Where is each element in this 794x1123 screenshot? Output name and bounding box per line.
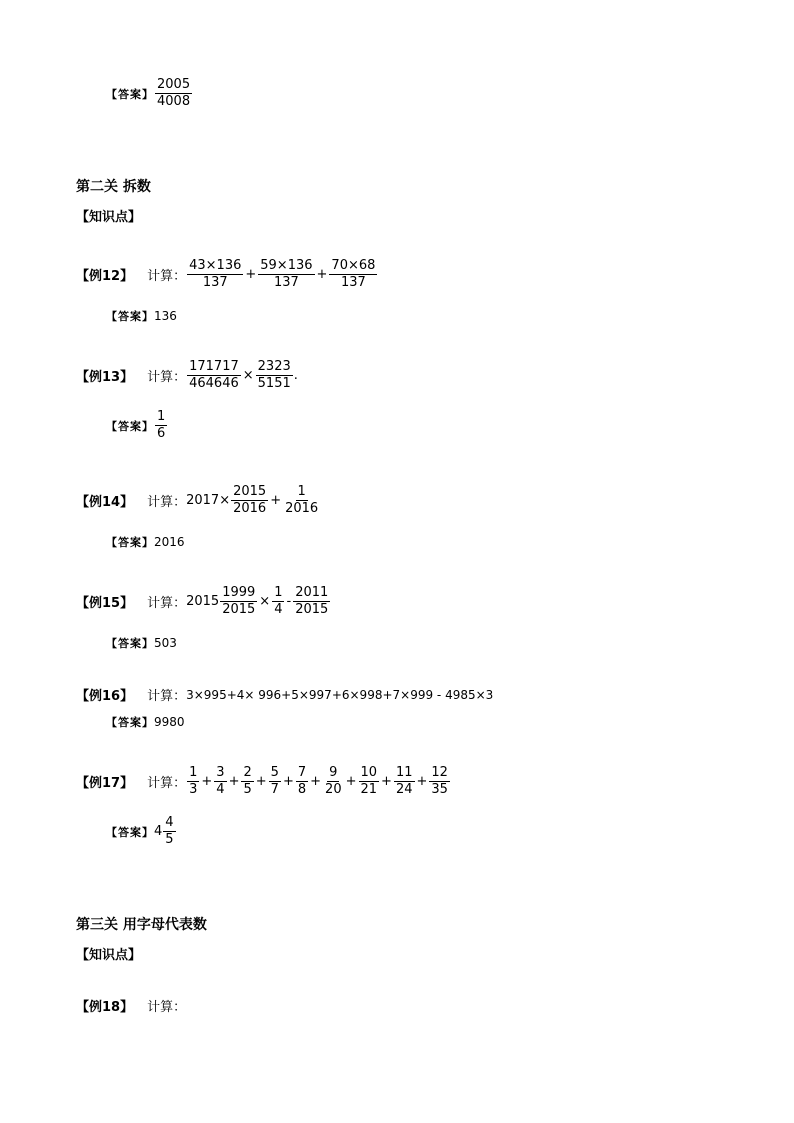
fraction <box>296 765 308 798</box>
example-14 <box>76 484 321 517</box>
fraction <box>187 765 199 798</box>
operator: + <box>201 774 213 789</box>
fraction-denominator: 5 <box>243 782 252 797</box>
fraction-numerator: 43×136 <box>189 258 242 273</box>
example-17-answer <box>106 815 177 848</box>
operator: + <box>270 493 282 508</box>
example-12 <box>76 258 378 291</box>
fraction <box>256 359 293 392</box>
fraction-numerator: 12 <box>431 765 448 780</box>
calc-label: 计算： <box>147 495 187 510</box>
example-tag: 【例14】 <box>76 495 134 510</box>
fraction-numerator: 9 <box>329 765 338 780</box>
fraction-denominator: 5 <box>165 832 174 847</box>
fraction-numerator: 70×68 <box>331 258 376 273</box>
example-tag: 【例16】 <box>76 689 134 704</box>
fraction <box>359 765 380 798</box>
operator: + <box>381 774 392 789</box>
answer-fraction <box>163 815 175 848</box>
fraction-denominator: 24 <box>395 782 413 797</box>
fraction <box>220 585 257 618</box>
operator: × <box>242 368 254 383</box>
example-18 <box>76 996 186 1015</box>
fraction-denominator: 137 <box>202 275 228 290</box>
example-15 <box>76 585 331 618</box>
fraction-denominator: 137 <box>273 275 299 290</box>
operator: + <box>282 774 294 789</box>
answer-label: 【答案】 <box>106 310 154 323</box>
answer-label: 【答案】 <box>106 637 154 650</box>
calc-label: 计算： <box>147 1000 187 1015</box>
calc-label: 计算： <box>147 269 187 284</box>
fraction <box>231 484 268 517</box>
fraction-denominator: 21 <box>360 782 378 797</box>
fraction-numerator: 1 <box>297 484 306 499</box>
operator: + <box>255 774 267 789</box>
fraction-denominator: 464646 <box>189 376 239 391</box>
section-title-3: 第三关 用字母代表数 <box>76 917 207 933</box>
fraction-numerator: 1 <box>274 585 283 600</box>
answer-value: 9980 <box>154 715 185 729</box>
fraction-denominator: 35 <box>431 782 448 797</box>
operator: + <box>228 774 240 789</box>
fraction <box>429 765 450 798</box>
fraction-denominator: 2015 <box>222 602 256 617</box>
fraction-denominator: 3 <box>189 782 198 797</box>
fraction-denominator: 7 <box>270 782 279 797</box>
section-title-2: 第二关 拆数 <box>76 179 151 195</box>
fraction-numerator: 2011 <box>295 585 329 600</box>
expression-prefix: 2015 <box>186 594 220 609</box>
fraction <box>323 765 344 798</box>
expression: 3×995+4× 996+5×997+6×998+7×999 - 4985×3 <box>186 687 494 702</box>
fraction-numerator: 7 <box>297 765 307 780</box>
fraction-denominator: 4 <box>216 782 225 797</box>
operator: + <box>316 267 328 282</box>
fraction-numerator: 1 <box>189 765 198 780</box>
knowledge-point-heading-3: 【知识点】 <box>76 948 142 963</box>
fraction-denominator: 4008 <box>157 94 191 109</box>
fraction-denominator: 5151 <box>257 376 291 391</box>
answer-label: 【答案】 <box>106 87 154 101</box>
fraction <box>214 765 226 798</box>
example-16-answer <box>106 714 185 730</box>
example-tag: 【例17】 <box>76 776 134 791</box>
fraction-numerator: 1999 <box>222 585 256 600</box>
operator: + <box>310 774 322 789</box>
calc-label: 计算： <box>147 596 187 611</box>
example-tag: 【例13】 <box>76 370 134 385</box>
calc-label: 计算： <box>147 776 187 791</box>
fraction <box>329 258 377 291</box>
example-tag: 【例15】 <box>76 596 134 611</box>
answer-label: 【答案】 <box>106 419 154 433</box>
fraction-numerator: 11 <box>395 765 413 780</box>
fraction-numerator: 59×136 <box>260 258 313 273</box>
answer-value: 2016 <box>154 535 185 549</box>
fraction-denominator: 8 <box>297 782 307 797</box>
example-17 <box>76 765 451 798</box>
fraction-numerator: 171717 <box>189 359 239 374</box>
fraction-denominator: 20 <box>325 782 342 797</box>
operator: + <box>345 774 357 789</box>
fraction <box>293 585 330 618</box>
example-13-answer <box>106 409 168 442</box>
example-tag: 【例18】 <box>76 1000 134 1015</box>
answer-fraction <box>155 77 192 110</box>
fraction-numerator: 2 <box>243 765 252 780</box>
fraction-denominator: 2016 <box>233 501 267 516</box>
trailing-period: . <box>293 368 298 383</box>
answer-label: 【答案】 <box>106 536 154 549</box>
fraction <box>283 484 320 517</box>
fraction <box>241 765 253 798</box>
fraction <box>272 585 284 618</box>
fraction-denominator: 137 <box>341 275 366 290</box>
fraction <box>187 258 243 291</box>
fraction-numerator: 2005 <box>157 77 191 92</box>
fraction-denominator: 6 <box>157 426 166 441</box>
operator: × <box>259 594 271 609</box>
fraction-numerator: 1 <box>157 409 166 424</box>
answer-value: 503 <box>154 636 177 650</box>
example-16 <box>76 685 493 704</box>
answer-fraction <box>155 409 167 442</box>
example-15-answer <box>106 635 177 651</box>
operator: - <box>286 594 292 609</box>
calc-label: 计算： <box>147 370 187 385</box>
fraction-numerator: 3 <box>216 765 225 780</box>
fraction-denominator: 2015 <box>295 602 329 617</box>
answer-label: 【答案】 <box>106 716 154 729</box>
fraction-numerator: 10 <box>360 765 378 780</box>
fraction <box>187 359 241 392</box>
operator: + <box>416 774 428 789</box>
answer-label: 【答案】 <box>106 825 154 839</box>
fraction-numerator: 2015 <box>233 484 267 499</box>
fraction <box>269 765 281 798</box>
calc-label: 计算： <box>147 689 187 704</box>
fraction-denominator: 4 <box>274 602 283 617</box>
fraction-numerator: 5 <box>270 765 279 780</box>
example-12-answer <box>106 308 177 324</box>
fraction-denominator: 2016 <box>285 501 319 516</box>
mixed-number-whole: 4 <box>154 824 163 839</box>
fraction <box>258 258 314 291</box>
answer-value: 136 <box>154 309 177 323</box>
fraction <box>394 765 415 798</box>
expression-prefix: 2017× <box>186 493 231 508</box>
operator: + <box>245 267 257 282</box>
example-14-answer <box>106 534 185 550</box>
example-13 <box>76 359 298 392</box>
top-answer-row <box>106 77 193 110</box>
fraction-numerator: 2323 <box>257 359 291 374</box>
example-tag: 【例12】 <box>76 269 134 284</box>
knowledge-point-heading-2: 【知识点】 <box>76 210 142 225</box>
fraction-sum <box>186 765 451 798</box>
fraction-numerator: 4 <box>165 815 174 830</box>
